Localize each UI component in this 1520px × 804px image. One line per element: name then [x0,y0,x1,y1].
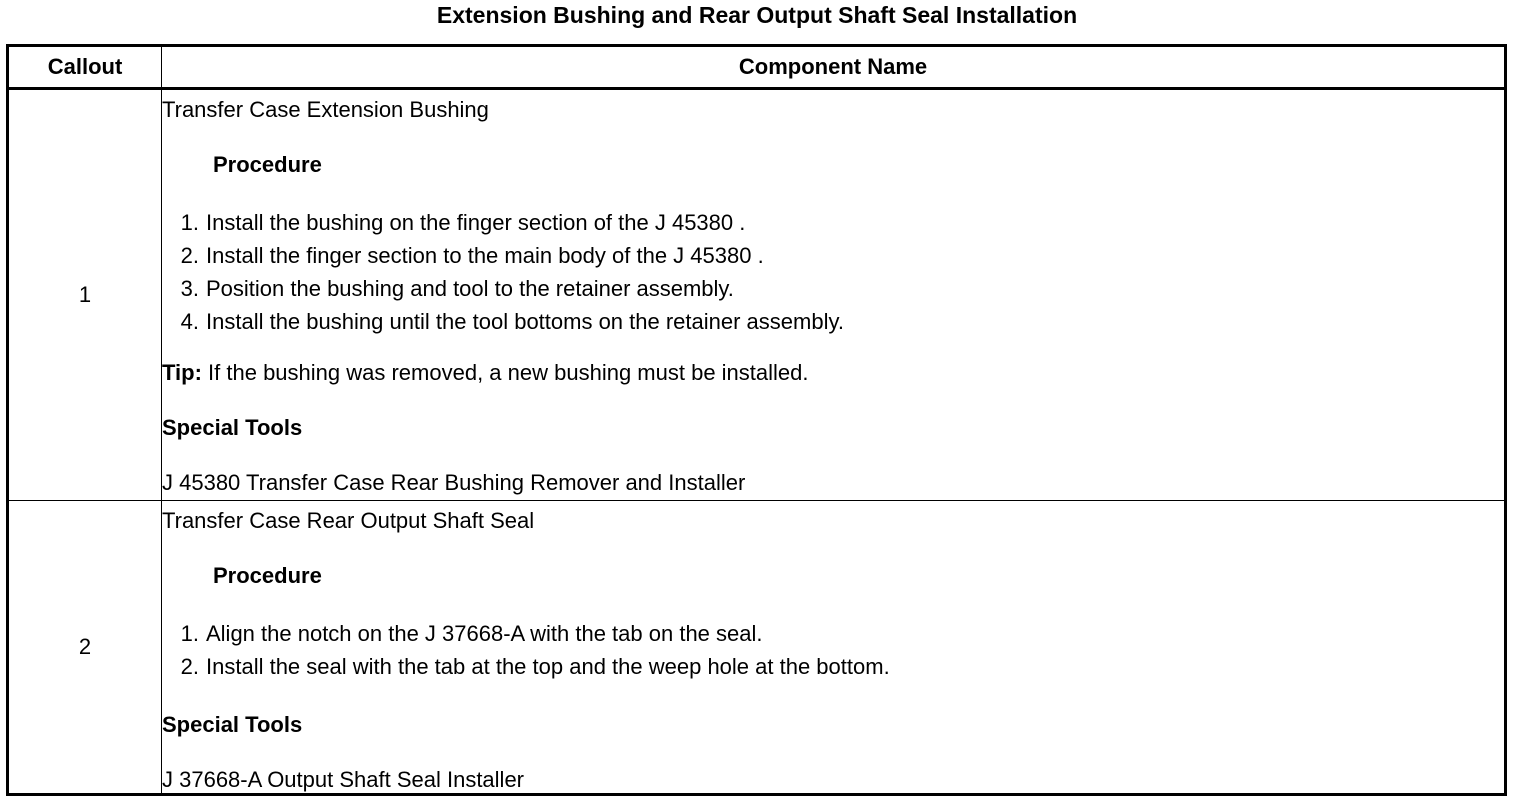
procedure-step [162,206,1504,239]
component-name: Transfer Case Rear Output Shaft Seal [162,508,535,533]
tip-label: Tip: [162,360,202,385]
callout-cell: 2 [8,501,162,795]
procedure-heading: Procedure [213,152,322,177]
step-text: Install the finger section to the main body of the J 45380 . [206,243,764,268]
component-cell [162,89,1506,501]
step-number: 3. [180,276,199,301]
procedure-step [162,239,1504,272]
step-number: 1. [180,621,199,646]
procedure-step [162,650,1504,683]
component-column-header: Component Name [162,46,1506,89]
step-text: Align the notch on the J 37668-A with the tab on the seal. [206,621,763,646]
step-text: Install the seal with the tab at the top and the weep hole at the bottom. [206,654,890,679]
procedure-steps [162,617,1504,683]
procedure-step [162,617,1504,650]
table-row [8,89,1506,501]
step-number: 2. [180,243,199,268]
special-tools-value: J 37668-A Output Shaft Seal Installer [162,767,525,792]
procedure-heading: Procedure [213,563,322,588]
step-text: Position the bushing and tool to the retainer assembly. [206,276,734,301]
step-text: Install the bushing until the tool bottoms on the retainer assembly. [206,309,844,334]
component-cell [162,501,1506,795]
component-table [6,44,1507,796]
table-header-row [8,46,1506,89]
table-row [8,501,1506,795]
step-number: 4. [180,309,199,334]
procedure-step [162,272,1504,305]
step-number: 1. [180,210,199,235]
procedure-steps [162,206,1504,338]
callout-cell: 1 [8,89,162,501]
component-name: Transfer Case Extension Bushing [162,97,489,122]
special-tools-heading: Special Tools [162,415,303,440]
tip-text: If the bushing was removed, a new bushing must be installed. [201,360,809,385]
special-tools-heading: Special Tools [162,712,303,737]
special-tools-value: J 45380 Transfer Case Rear Bushing Remover and Installer [162,470,746,495]
tip-note [162,360,1504,386]
step-text: Install the bushing on the finger section of the J 45380 . [206,210,746,235]
procedure-step [162,305,1504,338]
callout-column-header: Callout [8,46,162,89]
page-title: Extension Bushing and Rear Output Shaft Seal Installation [436,2,1078,28]
step-number: 2. [180,654,199,679]
